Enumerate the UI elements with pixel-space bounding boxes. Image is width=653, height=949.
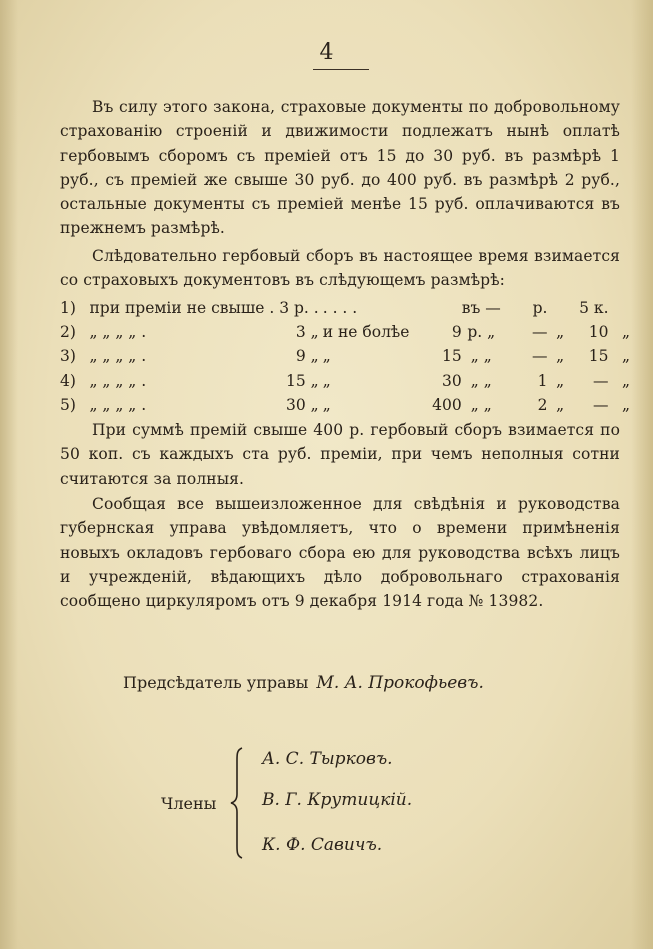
- rate-cell-end: „: [621, 395, 630, 414]
- rate-cell-to: 30: [442, 371, 462, 390]
- rate-cell-kop: 5 к.: [579, 299, 609, 318]
- rate-cell-end: „: [621, 347, 630, 366]
- rate-cell-from: 3 „: [295, 323, 319, 342]
- paragraph-1-text: Въ силу этого закона, страховые документы по добровольному страхованію строеній и движимости подлежатъ нынѣ оплатѣ гербовымъ сборомъ съ преміей отъ 15 до 30 руб. въ размѣрѣ 1 руб., съ преміей же свыше 30 руб. до 400 руб. въ размѣрѣ 2 руб., остальные документы съ преміей менѣе 15 руб. оплачиваются въ прежнемъ размѣрѣ.: [60, 98, 620, 238]
- page-edge-shadow-left: [0, 0, 18, 949]
- rate-cell-rub: —: [531, 347, 548, 366]
- rate-cell-sep: „: [556, 347, 565, 366]
- rate-cell-unit: р. „: [467, 323, 496, 342]
- rate-cell-unit: „ „: [470, 395, 492, 414]
- rate-cell-from: 15 „: [286, 371, 319, 390]
- rate-cell-from: 9 „: [295, 347, 319, 366]
- rate-cell-sep: „: [556, 323, 565, 342]
- rate-cell-unit: въ —: [461, 299, 501, 318]
- rate-cell-mid: „: [322, 347, 331, 366]
- paragraph-3-text: При суммѣ премій свыше 400 р. гербовый сборъ взимается по 50 коп. съ каждыхъ ста руб. преміи, при чемъ неполныя сотни считаются за полныя.: [60, 421, 620, 488]
- rate-cell-end: „: [621, 323, 630, 342]
- paragraph-over-400-rule: [60, 418, 620, 491]
- rate-cell-to: 9: [451, 323, 462, 342]
- rate-cell-rub: р.: [532, 299, 548, 318]
- paragraph-notification: [60, 492, 620, 613]
- rate-cell-unit: „ „: [470, 347, 492, 366]
- rate-row: [60, 320, 630, 344]
- rate-row: [60, 369, 630, 393]
- rate-cell-label: „ „ „ „ .: [89, 323, 147, 342]
- page-number-rule: [313, 69, 369, 70]
- rate-cell-rub: 2: [537, 395, 548, 414]
- rate-cell-rub: —: [531, 323, 548, 342]
- rate-cell-rub: 1: [537, 371, 548, 390]
- rate-cell-sep: [547, 296, 572, 320]
- rate-cell-unit: „ „: [470, 371, 492, 390]
- rate-cell-end: „: [621, 371, 630, 390]
- stamp-duty-rates-table: [60, 296, 630, 417]
- members-label: Члены: [161, 794, 217, 813]
- rate-cell-label: „ „ „ „ .: [89, 347, 147, 366]
- chairman-signature-line: [123, 673, 484, 693]
- rate-cell-num: 3): [60, 347, 76, 366]
- chairman-signature: М. А. Прокофьевъ.: [316, 673, 484, 693]
- rate-cell-to: [415, 296, 462, 320]
- rate-cell-from: 30 „: [286, 395, 319, 414]
- rate-cell-label: „ „ „ „ .: [89, 371, 147, 390]
- paragraph-2-text: Слѣдовательно гербовый сборъ въ настоящее время взимается со страховыхъ документовъ въ слѣдующемъ размѣрѣ:: [60, 247, 620, 290]
- page-number: 4: [319, 40, 334, 65]
- member-name: В. Г. Крутицкій.: [262, 790, 413, 810]
- rate-cell-to: 400: [432, 395, 462, 414]
- rate-cell-label: „ „ „ „ .: [89, 395, 147, 414]
- rate-cell-kop: —: [593, 395, 609, 414]
- rate-cell-mid: „: [322, 371, 331, 390]
- paragraph-4-text: Сообщая все вышеизложенное для свѣдѣнія и руководства губернская управа увѣдомляетъ, что о времени примѣненія новыхъ окладовъ гербоваго сбора ею для руководства всѣхъ лицъ и учрежденій, вѣдающихъ дѣло добровольнаго страхованія сообщено циркуляромъ отъ 9 декабря 1914 года № 13982.: [60, 495, 620, 611]
- rate-cell-mid: и не болѣе: [322, 323, 410, 342]
- rate-cell-label: при преміи не свыше .: [89, 299, 275, 318]
- rate-cell-mid: „: [322, 395, 331, 414]
- rate-cell-num: 1): [60, 299, 76, 318]
- paragraph-law-effect: [60, 95, 620, 241]
- rate-cell-sep: „: [556, 395, 565, 414]
- rate-cell-num: 5): [60, 395, 76, 414]
- members-brace: [228, 746, 248, 860]
- rate-row: [60, 393, 630, 417]
- rate-cell-num: 4): [60, 371, 76, 390]
- rate-cell-end: [609, 296, 631, 320]
- rate-cell-kop: 15: [588, 347, 609, 366]
- rate-cell-to: 15: [442, 347, 462, 366]
- member-name: К. Ф. Савичъ.: [262, 835, 383, 855]
- rate-row: [60, 344, 630, 368]
- rate-cell-mid: . . . .: [322, 299, 358, 318]
- rate-cell-sep: „: [556, 371, 565, 390]
- rate-cell-num: 2): [60, 323, 76, 342]
- rate-cell-kop: —: [593, 371, 609, 390]
- rate-cell-kop: 10: [588, 323, 609, 342]
- chairman-title: Предсѣдатель управы: [123, 673, 309, 692]
- paragraph-current-rates-intro: [60, 244, 620, 293]
- page-edge-shadow-right: [631, 0, 653, 949]
- rate-cell-from: 3 р. .: [279, 299, 319, 318]
- member-name: А. С. Тырковъ.: [262, 749, 393, 769]
- rate-row: [60, 296, 630, 320]
